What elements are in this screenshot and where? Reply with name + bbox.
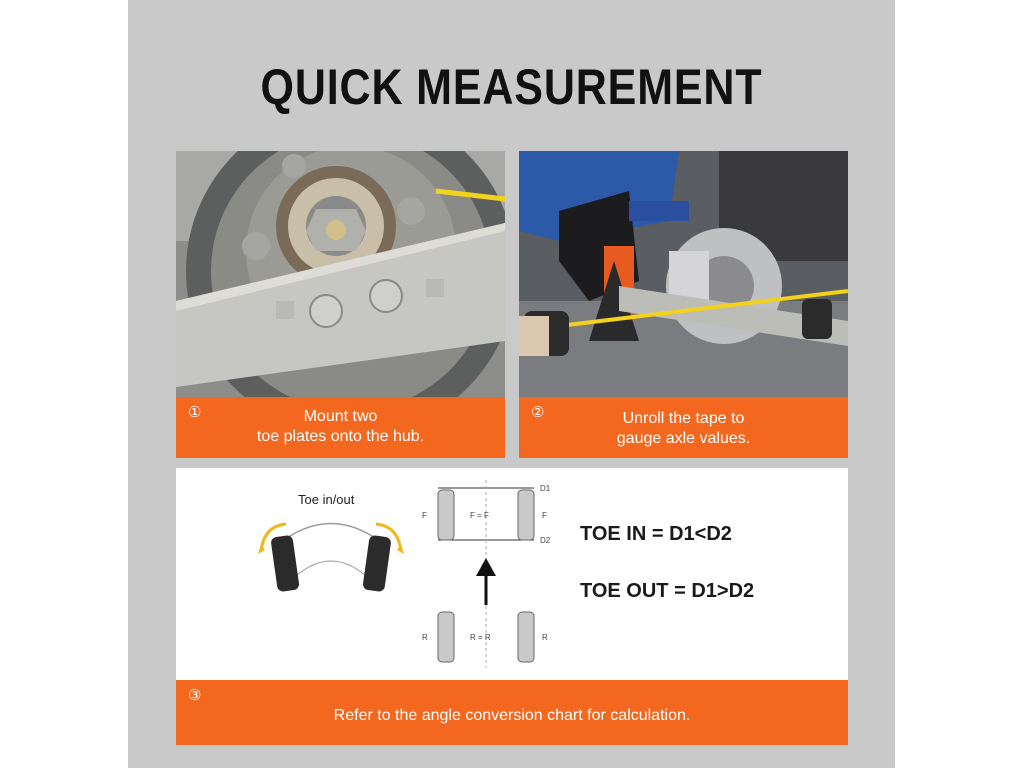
- step-number-2: ②: [531, 404, 545, 421]
- step-1-caption: [176, 397, 505, 458]
- front-f-left-label: F: [422, 511, 427, 520]
- step-3-text: Refer to the angle conversion chart for calculation.: [333, 707, 691, 724]
- toe-in-formula: TOE IN = D1<D2: [580, 523, 732, 545]
- rear-r-left-label: R: [422, 633, 428, 642]
- d1-label: D1: [540, 484, 551, 493]
- step-card-2: [519, 151, 848, 458]
- hub-toe-plate-photo: [176, 151, 505, 397]
- step-1-line-2: toe plates onto the hub.: [256, 428, 425, 445]
- toe-in-out-label: Toe in/out: [298, 492, 355, 507]
- front-rear-axle-diagram: [416, 480, 566, 668]
- rear-r-equal-label: R = R: [470, 633, 491, 642]
- step-card-1: [176, 151, 505, 458]
- car-wheels-illustration: [256, 506, 406, 596]
- step-number-1: ①: [188, 404, 202, 421]
- tape-measure-photo: [519, 151, 848, 397]
- front-f-right-label: F: [542, 511, 547, 520]
- d2-label: D2: [540, 536, 551, 545]
- step-number-3: ③: [188, 687, 202, 704]
- step-1-line-1: Mount two: [303, 408, 378, 425]
- step-2-line-2: gauge axle values.: [616, 430, 751, 447]
- step-2-line-1: Unroll the tape to: [622, 410, 745, 427]
- toe-out-formula: TOE OUT = D1>D2: [580, 580, 755, 602]
- step-2-caption: [519, 397, 848, 458]
- rear-r-right-label: R: [542, 633, 548, 642]
- page-title: QUICK MEASUREMENT: [260, 59, 763, 115]
- step-3-caption: [176, 680, 848, 745]
- toe-diagram-card: [176, 468, 848, 680]
- front-f-equal-label: F = F: [470, 511, 489, 520]
